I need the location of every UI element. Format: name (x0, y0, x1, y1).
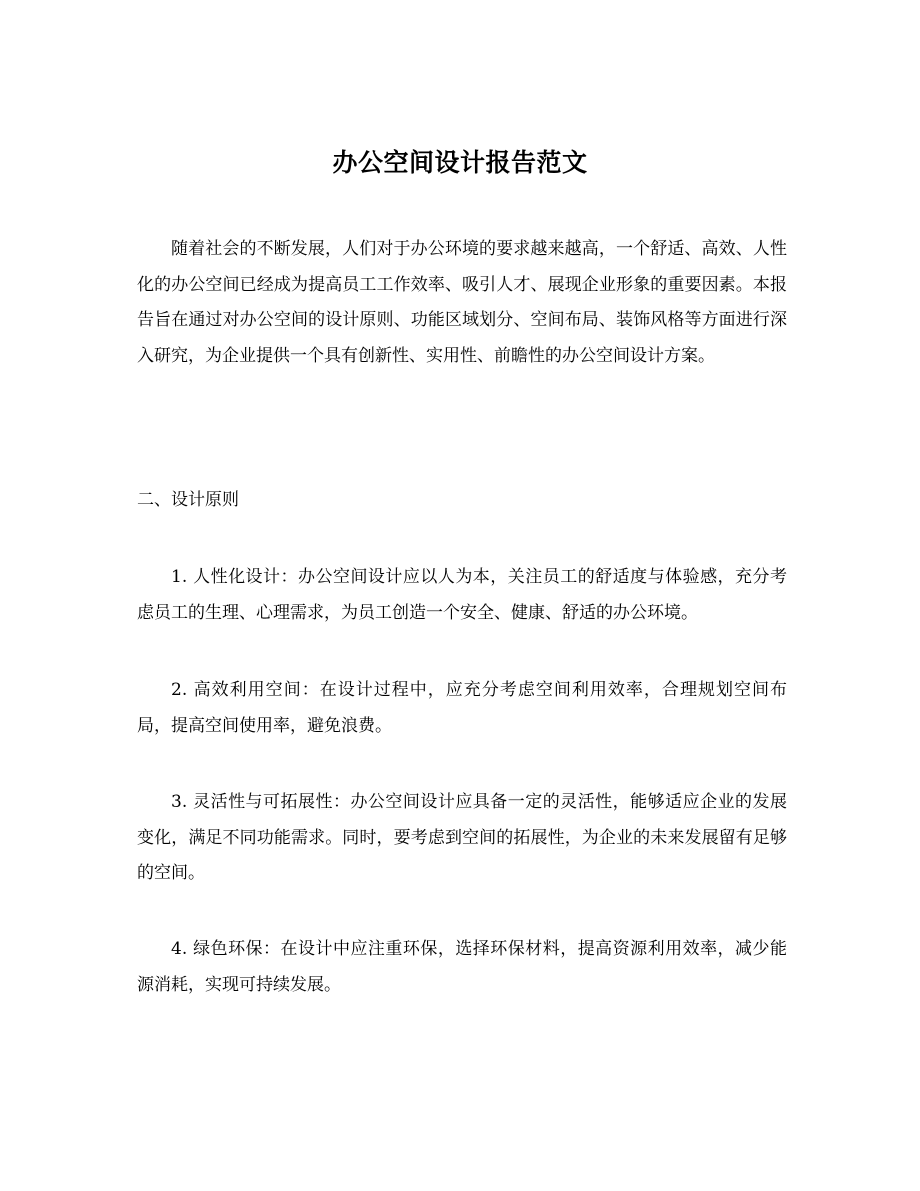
document-title: 办公空间设计报告范文 (332, 148, 588, 177)
principle-item: 3. 灵活性与可拓展性：办公空间设计应具备一定的灵活性，能够适应企业的发展变化，满足不同功能需求。同时，要考虑到空间的拓展性，为企业的未来发展留有足够的空间。 (137, 792, 787, 883)
intro-paragraph: 随着社会的不断发展，人们对于办公环境的要求越来越高，一个舒适、高效、人性化的办公空间已经成为提高员工工作效率、吸引人才、展现企业形象的重要因素。本报告旨在通过对办公空间的设计原则、功能区域划分、空间布局、装饰风格等方面进行深入研究，为企业提供一个具有创新性、实用性、前瞻性的办公空间设计方案。 (137, 239, 787, 366)
principle-item: 4. 绿色环保：在设计中应注重环保，选择环保材料，提高资源利用效率，减少能源消耗，实现可持续发展。 (137, 939, 787, 995)
section-heading: 二、设计原则 (137, 490, 239, 510)
principle-item: 2. 高效利用空间：在设计过程中，应充分考虑空间利用效率，合理规划空间布局，提高空间使用率，避免浪费。 (137, 680, 787, 736)
principle-item: 1. 人性化设计：办公空间设计应以人为本，关注员工的舒适度与体验感，充分考虑员工的生理、心理需求，为员工创造一个安全、健康、舒适的办公环境。 (137, 567, 787, 623)
